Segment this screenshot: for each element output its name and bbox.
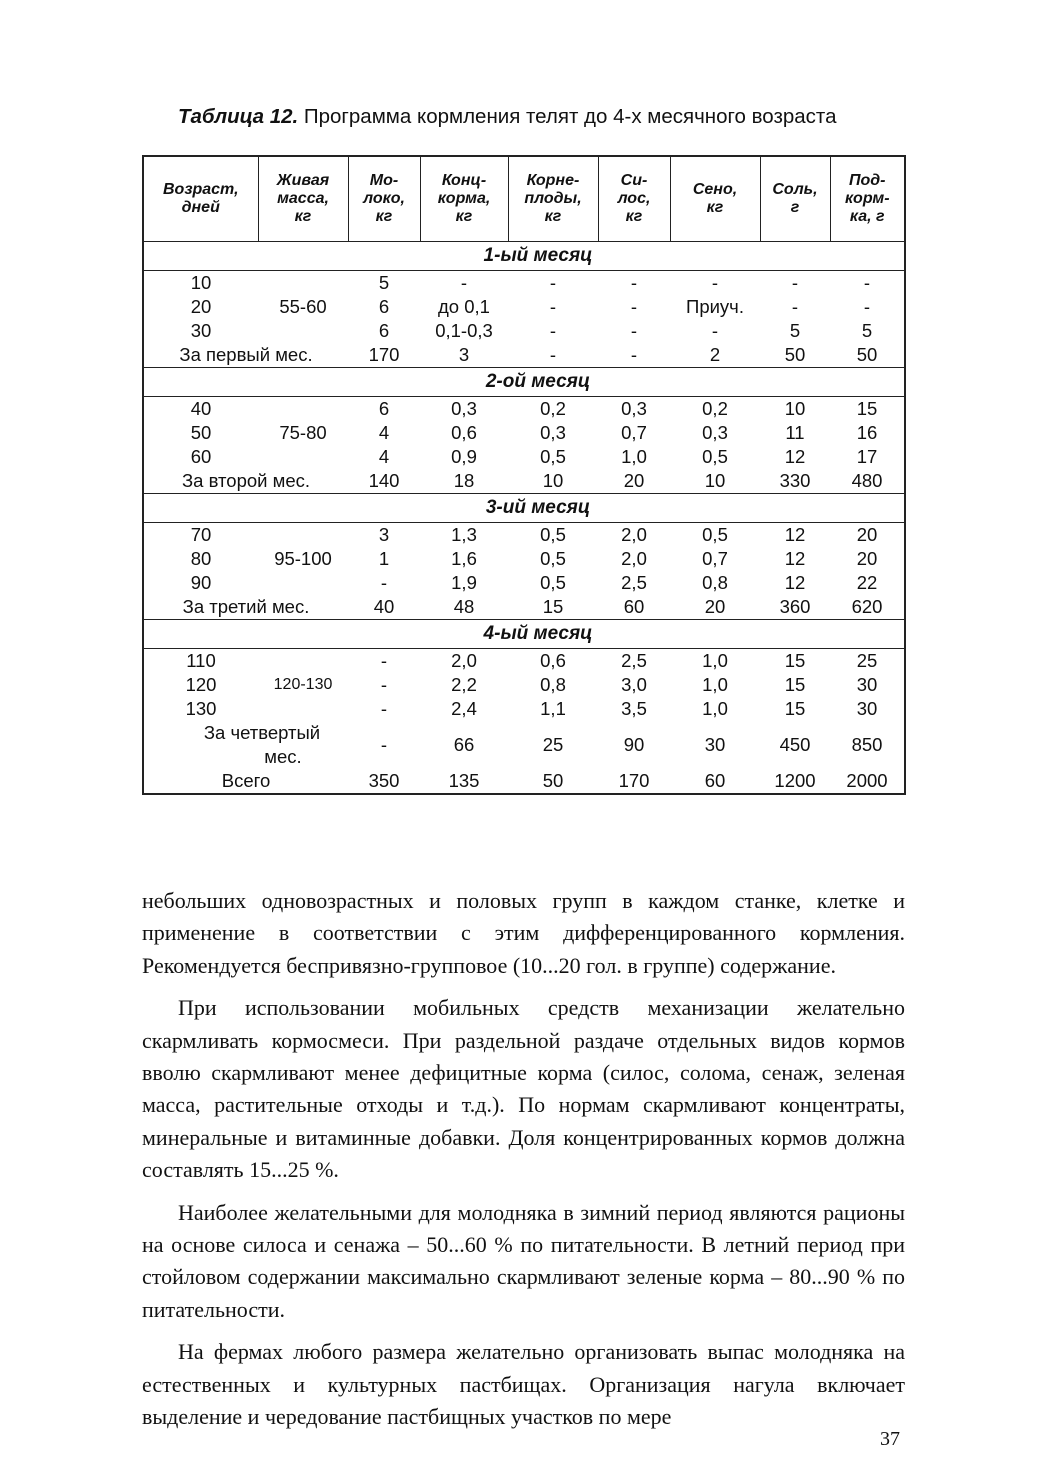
header-milk: Мо- локо, кг — [348, 156, 420, 242]
conc-cell: 0,1-0,3 — [435, 320, 493, 341]
grand-total-row — [143, 769, 905, 794]
table-caption-label: Таблица 12. — [178, 105, 299, 128]
supp-cell: 17 — [856, 446, 878, 467]
supp-cell: - — [863, 296, 871, 317]
hay-cell: 0,8 — [702, 572, 728, 593]
total-label: За второй мес. — [181, 470, 311, 491]
supp-cell: 480 — [851, 470, 883, 491]
salt-cell: 12 — [784, 572, 806, 593]
supp-cell: 22 — [856, 572, 878, 593]
age-cell: 90 — [190, 572, 212, 593]
total-label: За третий мес. — [182, 596, 310, 617]
conc-cell: - — [460, 272, 468, 293]
conc-cell: 0,9 — [451, 446, 477, 467]
total-label: За первый мес. — [179, 344, 313, 365]
supp-cell: 30 — [856, 674, 878, 695]
conc-cell: 3 — [458, 344, 470, 365]
paragraph: На фермах любого размера желательно организовать выпас молодняка на естественных и культурных пастбищах. Организация нагула включает выделение и чередование пастбищных участков по мере — [142, 1339, 905, 1430]
roots-cell: 0,2 — [540, 398, 566, 419]
roots-cell: 0,3 — [540, 422, 566, 443]
hay-cell: 30 — [704, 734, 726, 755]
milk-cell: 6 — [378, 398, 390, 419]
roots-cell: 0,5 — [540, 548, 566, 569]
conc-cell: 18 — [453, 470, 475, 491]
roots-cell: 10 — [542, 470, 564, 491]
roots-cell: 1,1 — [540, 698, 566, 719]
month-header-row — [143, 620, 905, 649]
hay-cell: 20 — [704, 596, 726, 617]
age-cell: 120 — [185, 674, 217, 695]
conc-cell: 0,3 — [451, 398, 477, 419]
roots-cell: - — [549, 296, 557, 317]
silage-cell: - — [630, 344, 638, 365]
table-row — [143, 421, 905, 445]
silage-cell: - — [630, 296, 638, 317]
silage-cell: 3,0 — [621, 674, 647, 695]
body-text — [142, 885, 905, 1444]
milk-cell: - — [380, 650, 388, 671]
roots-cell: 0,6 — [540, 650, 566, 671]
month-total-row — [143, 469, 905, 494]
silage-cell: 2,5 — [621, 650, 647, 671]
silage-cell: 90 — [623, 734, 645, 755]
page-number: 37 — [880, 1428, 900, 1450]
silage-cell: 0,7 — [621, 422, 647, 443]
conc-cell: 0,6 — [451, 422, 477, 443]
supp-cell: 850 — [851, 734, 883, 755]
supp-cell: 50 — [856, 344, 878, 365]
salt-cell: 1200 — [774, 770, 816, 791]
header-mass: Живая масса, кг — [258, 156, 348, 242]
hay-cell: 2 — [709, 344, 721, 365]
hay-cell: 1,0 — [702, 698, 728, 719]
paragraph: При использовании мобильных средств механизации желательно скармливать кормосмеси. При раздельной раздаче отдельных видов кормов вволю скармливают менее дефицитные корма (силос, солома, сенаж, зеленая масса, растительные отходы и т.д.). По нормам скармливают концентраты, минеральные и витаминные добавки. Доля концентрированных кормов должна составлять 15...25 %. — [142, 995, 905, 1183]
mass-cell: 120-130 — [273, 676, 333, 693]
silage-cell: 20 — [623, 470, 645, 491]
milk-cell: 3 — [378, 524, 390, 545]
hay-cell: 1,0 — [702, 674, 728, 695]
total-label: За четвертый мес. — [203, 722, 321, 767]
table-row — [143, 547, 905, 571]
milk-cell: - — [380, 698, 388, 719]
age-cell: 80 — [190, 548, 212, 569]
table-row — [143, 319, 905, 343]
table-row — [143, 571, 905, 595]
conc-cell: 1,3 — [451, 524, 477, 545]
roots-cell: - — [549, 320, 557, 341]
salt-cell: 330 — [779, 470, 811, 491]
mass-cell: 55-60 — [279, 296, 327, 317]
header-supplement: Под- корм- ка, г — [830, 156, 905, 242]
age-cell: 50 — [190, 422, 212, 443]
mass-cell: 75-80 — [279, 422, 327, 443]
age-cell: 130 — [185, 698, 217, 719]
supp-cell: 20 — [856, 548, 878, 569]
roots-cell: 0,5 — [540, 524, 566, 545]
silage-cell: - — [630, 272, 638, 293]
month-total-row — [143, 595, 905, 620]
header-conc: Конц- корма, кг — [420, 156, 508, 242]
salt-cell: 360 — [779, 596, 811, 617]
conc-cell: 2,0 — [451, 650, 477, 671]
silage-cell: - — [630, 320, 638, 341]
salt-cell: 450 — [779, 734, 811, 755]
conc-cell: до 0,1 — [438, 296, 490, 317]
hay-cell: - — [711, 272, 719, 293]
hay-cell: 1,0 — [702, 650, 728, 671]
age-cell: 20 — [190, 296, 212, 317]
silage-cell: 2,5 — [621, 572, 647, 593]
roots-cell: 50 — [542, 770, 564, 791]
salt-cell: 15 — [784, 674, 806, 695]
month-header-row — [143, 368, 905, 397]
milk-cell: 5 — [378, 272, 390, 293]
month-title: 1-ый месяц — [143, 242, 905, 271]
supp-cell: - — [863, 272, 871, 293]
milk-cell: - — [380, 572, 388, 593]
roots-cell: 0,5 — [540, 572, 566, 593]
salt-cell: 50 — [784, 344, 806, 365]
milk-cell: 4 — [378, 422, 390, 443]
milk-cell: - — [380, 734, 388, 755]
month-total-row — [143, 343, 905, 368]
age-cell: 60 — [190, 446, 212, 467]
age-cell: 30 — [190, 320, 212, 341]
roots-cell: 0,8 — [540, 674, 566, 695]
table-row — [143, 523, 905, 548]
table-caption — [178, 105, 908, 129]
hay-cell: 10 — [704, 470, 726, 491]
grand-total-label: Всего — [221, 770, 271, 791]
salt-cell: 5 — [789, 320, 801, 341]
salt-cell: - — [791, 296, 799, 317]
age-cell: 40 — [190, 398, 212, 419]
supp-cell: 25 — [856, 650, 878, 671]
table-row — [143, 673, 905, 697]
milk-cell: - — [380, 674, 388, 695]
milk-cell: 170 — [368, 344, 400, 365]
feeding-table — [142, 155, 906, 795]
roots-cell: 0,5 — [540, 446, 566, 467]
table-row — [143, 697, 905, 721]
milk-cell: 140 — [368, 470, 400, 491]
supp-cell: 20 — [856, 524, 878, 545]
roots-cell: - — [549, 344, 557, 365]
milk-cell: 350 — [368, 770, 400, 791]
header-age: Возраст, дней — [143, 156, 258, 242]
supp-cell: 30 — [856, 698, 878, 719]
header-hay: Сено, кг — [670, 156, 760, 242]
silage-cell: 170 — [618, 770, 650, 791]
paragraph: Наиболее желательными для молодняка в зимний период являются рационы на основе силоса и сенажа – 50...60 % по питательности. В летний период при стойловом содержании максимально скармливают зеленые корма – 80...90 % по питательности. — [142, 1199, 905, 1322]
salt-cell: 15 — [784, 650, 806, 671]
silage-cell: 0,3 — [621, 398, 647, 419]
hay-cell: 0,2 — [702, 398, 728, 419]
table-row — [143, 649, 905, 674]
paragraph: небольших одновозрастных и половых групп в каждом станке, клетке и применение в соответствии с этим дифференцированного кормления. Рекомендуется беспривязно-групповое (10...20 гол. в группе) содержание. — [142, 888, 905, 978]
header-salt: Соль, г — [760, 156, 830, 242]
table-caption-text: Программа кормления телят до 4-х месячного возраста — [303, 105, 837, 128]
hay-cell: - — [711, 320, 719, 341]
milk-cell: 40 — [373, 596, 395, 617]
header-roots: Корне- плоды, кг — [508, 156, 598, 242]
age-cell: 10 — [190, 272, 212, 293]
hay-cell: Приуч. — [686, 296, 744, 317]
month-header-row — [143, 494, 905, 523]
mass-cell: 95-100 — [274, 548, 332, 569]
salt-cell: 12 — [784, 524, 806, 545]
milk-cell: 1 — [378, 548, 390, 569]
supp-cell: 16 — [856, 422, 878, 443]
hay-cell: 0,7 — [702, 548, 728, 569]
age-cell: 110 — [186, 650, 216, 671]
salt-cell: 10 — [784, 398, 806, 419]
hay-cell: 0,3 — [702, 422, 728, 443]
table-row — [143, 445, 905, 469]
hay-cell: 0,5 — [702, 446, 728, 467]
roots-cell: 15 — [542, 596, 564, 617]
salt-cell: 12 — [784, 446, 806, 467]
month-title: 4-ый месяц — [143, 620, 905, 649]
hay-cell: 60 — [704, 770, 726, 791]
supp-cell: 620 — [851, 596, 883, 617]
table-row — [143, 295, 905, 319]
salt-cell: - — [791, 272, 799, 293]
age-cell: 70 — [190, 524, 212, 545]
conc-cell: 2,2 — [451, 674, 477, 695]
conc-cell: 1,6 — [451, 548, 477, 569]
silage-cell: 3,5 — [621, 698, 647, 719]
silage-cell: 60 — [623, 596, 645, 617]
month-total-row — [143, 721, 905, 769]
supp-cell: 15 — [856, 398, 878, 419]
conc-cell: 135 — [448, 770, 480, 791]
table-row — [143, 397, 905, 422]
month-title: 3-ий месяц — [143, 494, 905, 523]
silage-cell: 2,0 — [621, 548, 647, 569]
silage-cell: 2,0 — [621, 524, 647, 545]
month-header-row — [143, 242, 905, 271]
supp-cell: 2000 — [846, 770, 888, 791]
hay-cell: 0,5 — [702, 524, 728, 545]
conc-cell: 48 — [453, 596, 475, 617]
milk-cell: 4 — [378, 446, 390, 467]
milk-cell: 6 — [378, 320, 390, 341]
conc-cell: 1,9 — [451, 572, 477, 593]
header-silage: Си- лос, кг — [598, 156, 670, 242]
header-row — [143, 156, 905, 242]
month-title: 2-ой месяц — [143, 368, 905, 397]
milk-cell: 6 — [378, 296, 390, 317]
roots-cell: - — [549, 272, 557, 293]
conc-cell: 2,4 — [451, 698, 477, 719]
salt-cell: 12 — [784, 548, 806, 569]
roots-cell: 25 — [542, 734, 564, 755]
salt-cell: 11 — [785, 422, 805, 443]
supp-cell: 5 — [861, 320, 873, 341]
table-row — [143, 271, 905, 296]
salt-cell: 15 — [784, 698, 806, 719]
silage-cell: 1,0 — [621, 446, 647, 467]
conc-cell: 66 — [453, 734, 475, 755]
